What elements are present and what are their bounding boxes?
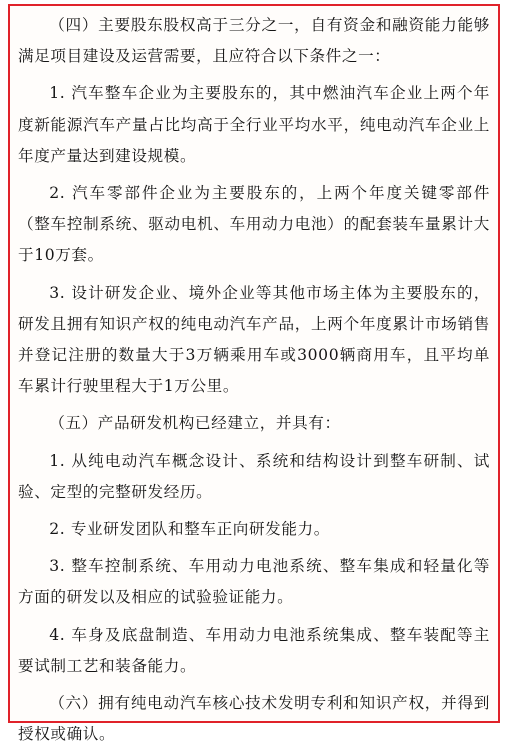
paragraph-5-item-3: 3. 整车控制系统、车用动力电池系统、整车集成和轻量化等方面的研发以及相应的试验验证能力。 — [18, 557, 490, 607]
paragraph-section-4: （四）主要股东股权高于三分之一，自有资金和融资能力能够满足项目建设及运营需要，且应符合以下条件之一： — [18, 16, 490, 66]
paragraph-section-5: （五）产品研发机构已经建立，并具有： — [49, 414, 341, 433]
document-body — [18, 10, 490, 756]
paragraph-5-item-2: 2. 专业研发团队和整车正向研发能力。 — [49, 520, 330, 539]
paragraph-section-6: （六）拥有纯电动汽车核心技术发明专利和知识产权，并得到授权或确认。 — [18, 694, 490, 744]
paragraph-5-item-1: 1. 从纯电动汽车概念设计、系统和结构设计到整车研制、试验、定型的完整研发经历。 — [18, 451, 490, 501]
paragraph-4-item-1: 1. 汽车整车企业为主要股东的，其中燃油汽车企业上两个年度新能源汽车产量占比均高于全行业平均水平，纯电动汽车企业上年度产量达到建设规模。 — [18, 84, 490, 165]
paragraph-4-item-3: 3. 设计研发企业、境外企业等其他市场主体为主要股东的，研发且拥有知识产权的纯电动汽车产品，上两个年度累计市场销售并登记注册的数量大于3万辆乘用车或3000辆商用车，且平均单车累计行驶里程大于1万公里。 — [18, 283, 490, 396]
paragraph-5-item-4: 4. 车身及底盘制造、车用动力电池系统集成、整车装配等主要试制工艺和装备能力。 — [18, 625, 490, 675]
paragraph-4-item-2: 2. 汽车零部件企业为主要股东的，上两个年度关键零部件（整车控制系统、驱动电机、车用动力电池）的配套装车量累计大于10万套。 — [18, 184, 490, 265]
